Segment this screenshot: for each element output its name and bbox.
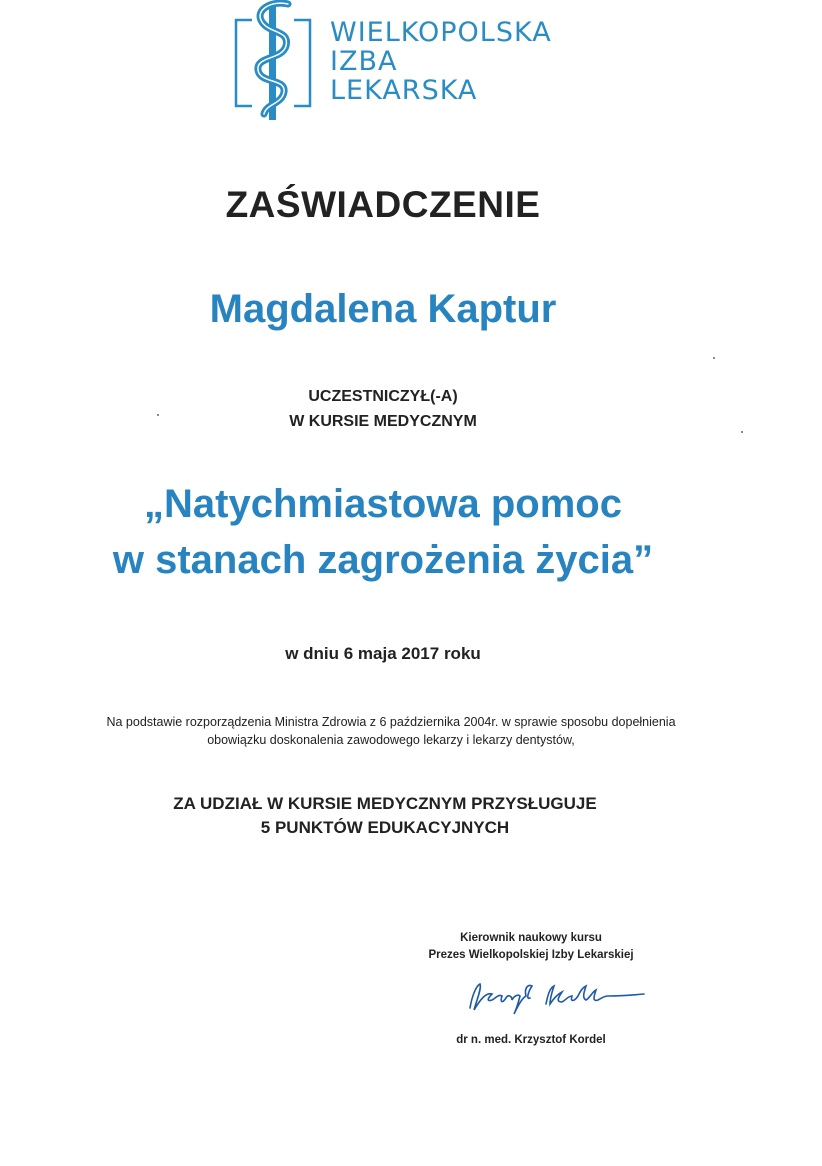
participation-statement	[0, 384, 766, 434]
participation-line-1: UCZESTNICZYŁ(-A)	[308, 388, 458, 405]
course-title-line-1: „Natychmiastowa pomoc	[144, 482, 622, 526]
scan-speck	[157, 414, 159, 416]
education-points	[0, 792, 770, 840]
logo-line-3: LEKARSKA	[330, 75, 478, 106]
scan-speck	[741, 431, 743, 433]
course-title-line-2: w stanach zagrożenia życia”	[112, 538, 654, 582]
course-date: w dniu 6 maja 2017 roku	[285, 644, 481, 663]
signatory-role-line-1: Kierownik naukowy kursu	[460, 932, 602, 944]
certificate-title: ZAŚWIADCZENIE	[225, 184, 541, 225]
signatory-role	[420, 930, 642, 964]
participation-line-2: W KURSIE MEDYCZNYM	[289, 413, 477, 430]
logo-line-2: IZBA	[330, 46, 398, 77]
course-title	[0, 476, 766, 588]
recipient-name: Magdalena Kaptur	[209, 287, 557, 331]
handwritten-signature	[462, 978, 652, 1018]
legal-basis-line-1: Na podstawie rozporządzenia Ministra Zdrowia z 6 października 2004r. w sprawie sposobu dopełnienia	[106, 715, 676, 729]
education-points-line-1: ZA UDZIAŁ W KURSIE MEDYCZNYM PRZYSŁUGUJE	[173, 794, 597, 813]
education-points-line-2: 5 PUNKTÓW EDUKACYJNYCH	[260, 818, 510, 837]
legal-basis-line-2: obowiązku doskonalenia zawodowego lekarzy i lekarzy dentystów,	[207, 733, 575, 747]
chamber-logo	[232, 0, 552, 122]
scan-speck	[713, 357, 715, 359]
chamber-name	[330, 18, 552, 105]
legal-basis	[0, 713, 782, 749]
signatory-name: dr n. med. Krzysztof Kordel	[456, 1034, 606, 1046]
signatory-role-line-2: Prezes Wielkopolskiej Izby Lekarskiej	[428, 949, 634, 961]
logo-line-1: WIELKOPOLSKA	[330, 17, 552, 48]
staff-of-asclepius-icon	[232, 0, 328, 122]
